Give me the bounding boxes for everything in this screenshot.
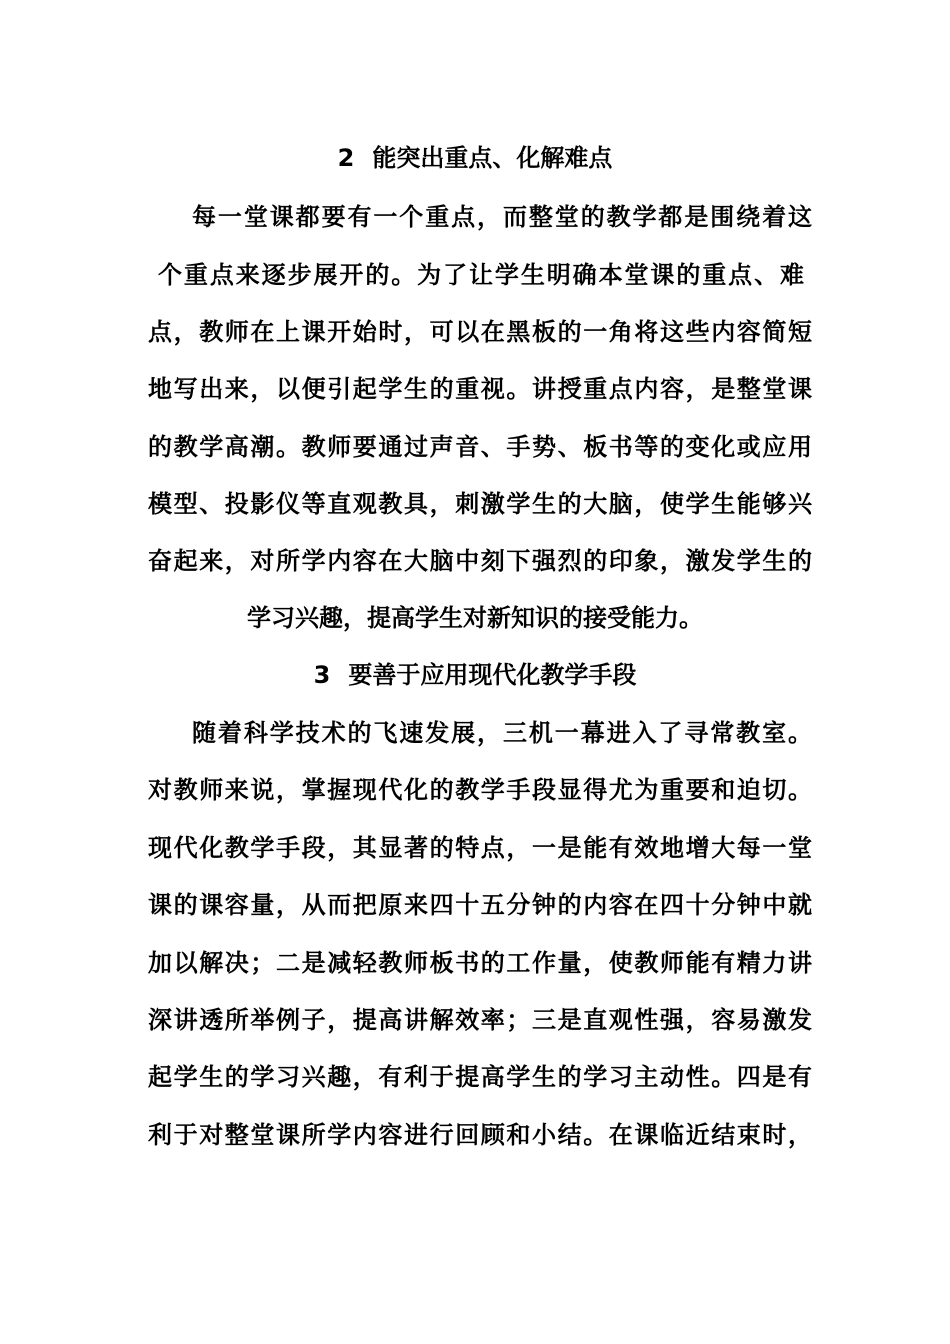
section-3-line-7: 起学生的学习兴趣，有利于提高学生的学习主动性。四是有: [148, 1063, 812, 1091]
section-3-line-5: 加以解决；二是减轻教师板书的工作量，使教师能有精力讲: [148, 949, 812, 977]
section-2-line-7: 奋起来，对所学内容在大脑中刻下强烈的印象，激发学生的: [148, 547, 812, 575]
section-3-line-8: 利于对整堂课所学内容进行回顾和小结。在课临近结束时，: [148, 1121, 812, 1149]
section-2-title: 能突出重点、化解难点: [372, 144, 613, 172]
section-3-number: 3: [313, 661, 331, 689]
section-2-line-8: 学习兴趣，提高学生对新知识的接受能力。: [247, 604, 703, 632]
section-2-heading: [0, 142, 950, 174]
section-3-line-6: 深讲透所举例子，提高讲解效率；三是直观性强，容易激发: [148, 1006, 812, 1034]
section-2-line-6: 模型、投影仪等直观教具，刺激学生的大脑，使学生能够兴: [148, 490, 812, 518]
section-2-line-4: 地写出来，以便引起学生的重视。讲授重点内容，是整堂课: [148, 375, 812, 403]
section-3-line-4: 课的课容量，从而把原来四十五分钟的内容在四十分钟中就: [148, 891, 812, 919]
section-3-line-1: 随着科学技术的飞速发展，三机一幕进入了寻常教室。: [192, 719, 812, 747]
section-3-line-3: 现代化教学手段，其显著的特点，一是能有效地增大每一堂: [148, 834, 812, 862]
section-2-line-5: 的教学高潮。教师要通过声音、手势、板书等的变化或应用: [148, 433, 812, 461]
section-3-title: 要善于应用现代化教学手段: [348, 661, 637, 689]
section-2-line-1: 每一堂课都要有一个重点，而整堂的教学都是围绕着这: [192, 203, 812, 231]
section-2-number: 2: [337, 144, 355, 172]
section-3-line-2: 对教师来说，掌握现代化的教学手段显得尤为重要和迫切。: [148, 776, 812, 804]
section-2-line-3: 点，教师在上课开始时，可以在黑板的一角将这些内容简短: [148, 318, 812, 346]
section-3-heading: [0, 659, 950, 691]
section-2-line-2: 个重点来逐步展开的。为了让学生明确本堂课的重点、难: [158, 261, 804, 289]
